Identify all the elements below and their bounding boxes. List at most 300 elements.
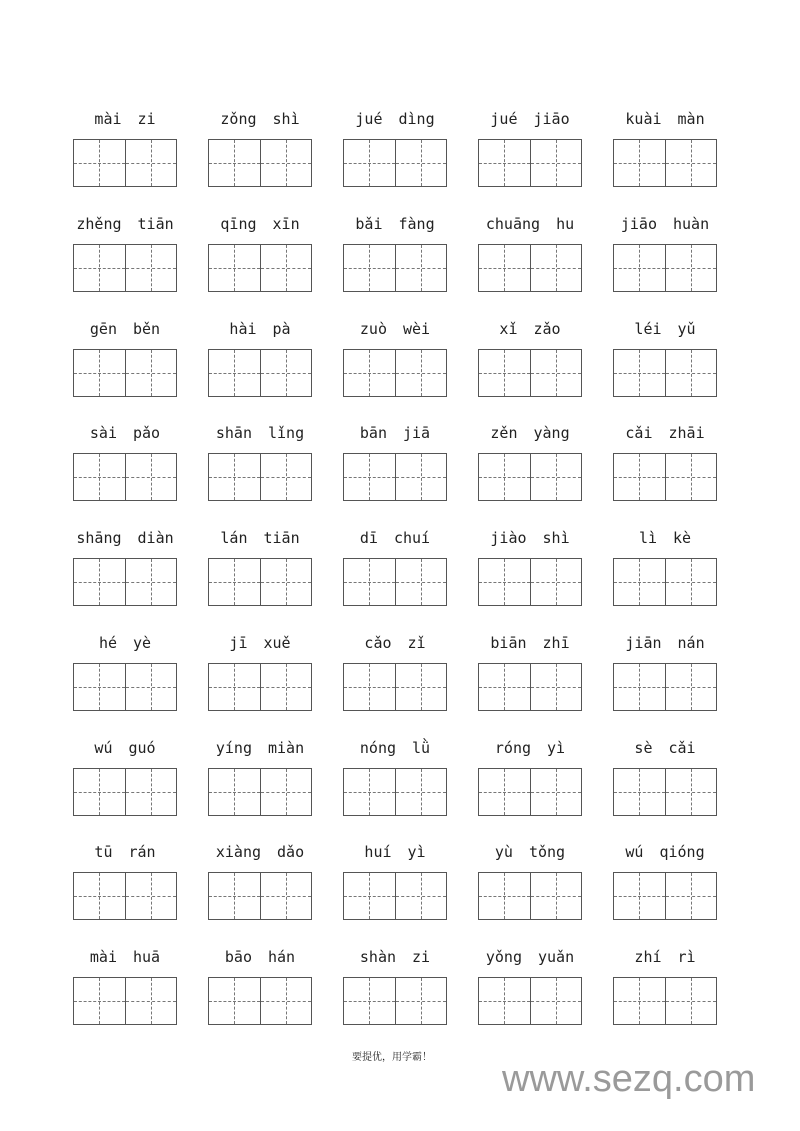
- character-square[interactable]: [344, 245, 395, 291]
- character-square[interactable]: [530, 140, 581, 186]
- character-square[interactable]: [395, 873, 446, 919]
- character-square[interactable]: [395, 350, 446, 396]
- pinyin-syllable: tū: [94, 843, 113, 861]
- tianzige-writing-box[interactable]: [73, 977, 177, 1025]
- pinyin-syllable: jué: [355, 110, 383, 128]
- character-square[interactable]: [530, 454, 581, 500]
- tianzige-writing-box[interactable]: [208, 768, 312, 816]
- word-cell: [343, 946, 447, 1026]
- character-square[interactable]: [74, 559, 125, 605]
- tianzige-writing-box[interactable]: [343, 977, 447, 1025]
- word-cell: [208, 422, 312, 502]
- tianzige-writing-box[interactable]: [73, 244, 177, 292]
- pinyin-label: [478, 318, 582, 340]
- pinyin-syllable: pǎo: [133, 424, 161, 442]
- tianzige-writing-box[interactable]: [478, 977, 582, 1025]
- word-cell: [478, 946, 582, 1026]
- word-cell: [73, 841, 177, 921]
- word-cell: [343, 318, 447, 398]
- character-square[interactable]: [209, 454, 260, 500]
- pinyin-syllable: chuāng: [485, 215, 541, 233]
- character-square[interactable]: [74, 245, 125, 291]
- pinyin-syllable: yǔ: [677, 320, 696, 338]
- pinyin-syllable: xǐ: [499, 320, 518, 338]
- pinyin-label: [478, 632, 582, 654]
- character-square[interactable]: [530, 769, 581, 815]
- tianzige-writing-box[interactable]: [343, 453, 447, 501]
- character-square[interactable]: [395, 245, 446, 291]
- word-cell: [613, 527, 717, 607]
- character-square[interactable]: [479, 559, 530, 605]
- pinyin-syllable: huàn: [673, 215, 710, 233]
- pinyin-label: [343, 318, 447, 340]
- tianzige-writing-box[interactable]: [478, 244, 582, 292]
- pinyin-syllable: běn: [133, 320, 161, 338]
- tianzige-writing-box[interactable]: [208, 977, 312, 1025]
- character-square[interactable]: [395, 559, 446, 605]
- pinyin-syllable: biān: [490, 634, 527, 652]
- character-square[interactable]: [530, 245, 581, 291]
- character-square[interactable]: [125, 769, 176, 815]
- tianzige-writing-box[interactable]: [613, 558, 717, 606]
- character-square[interactable]: [614, 140, 665, 186]
- word-cell: [613, 632, 717, 712]
- character-square[interactable]: [344, 559, 395, 605]
- tianzige-writing-box[interactable]: [478, 872, 582, 920]
- pinyin-label: [478, 422, 582, 444]
- pinyin-syllable: zi: [137, 110, 156, 128]
- pinyin-syllable: zhī: [542, 634, 570, 652]
- word-cell: [343, 737, 447, 817]
- tianzige-writing-box[interactable]: [613, 349, 717, 397]
- pinyin-syllable: yuǎn: [538, 948, 575, 966]
- word-cell: [343, 108, 447, 188]
- pinyin-label: [478, 108, 582, 130]
- pinyin-syllable: xuě: [263, 634, 291, 652]
- tianzige-writing-box[interactable]: [343, 244, 447, 292]
- pinyin-syllable: jī: [229, 634, 248, 652]
- pinyin-syllable: lǜ: [412, 739, 431, 757]
- pinyin-syllable: jiào: [490, 529, 527, 547]
- pinyin-syllable: xīn: [272, 215, 300, 233]
- word-cell: [478, 108, 582, 188]
- tianzige-writing-box[interactable]: [343, 768, 447, 816]
- word-cell: [478, 318, 582, 398]
- pinyin-syllable: zǐ: [407, 634, 426, 652]
- pinyin-label: [478, 841, 582, 863]
- pinyin-syllable: miàn: [268, 739, 305, 757]
- pinyin-syllable: yíng: [215, 739, 252, 757]
- pinyin-syllable: mài: [89, 948, 117, 966]
- pinyin-label: [73, 946, 177, 968]
- character-square[interactable]: [74, 454, 125, 500]
- tianzige-writing-box[interactable]: [208, 663, 312, 711]
- pinyin-syllable: hu: [556, 215, 575, 233]
- character-square[interactable]: [209, 350, 260, 396]
- word-cell: [613, 422, 717, 502]
- word-cell: [613, 213, 717, 293]
- character-square[interactable]: [395, 978, 446, 1024]
- word-cell: [73, 946, 177, 1026]
- pinyin-syllable: bān: [359, 424, 387, 442]
- character-square[interactable]: [479, 978, 530, 1024]
- character-square[interactable]: [209, 140, 260, 186]
- pinyin-syllable: diàn: [137, 529, 174, 547]
- character-square[interactable]: [344, 978, 395, 1024]
- tianzige-writing-box[interactable]: [478, 663, 582, 711]
- character-square[interactable]: [125, 664, 176, 710]
- pinyin-syllable: yè: [133, 634, 152, 652]
- word-cell: [613, 946, 717, 1026]
- pinyin-syllable: dìng: [398, 110, 435, 128]
- pinyin-syllable: chuí: [393, 529, 431, 547]
- pinyin-syllable: jiāo: [620, 215, 657, 233]
- character-square[interactable]: [395, 664, 446, 710]
- pinyin-label: [478, 737, 582, 759]
- character-square[interactable]: [260, 140, 311, 186]
- word-cell: [208, 213, 312, 293]
- pinyin-syllable: tǒng: [528, 843, 566, 861]
- character-square[interactable]: [614, 769, 665, 815]
- character-square[interactable]: [665, 664, 716, 710]
- character-square[interactable]: [344, 769, 395, 815]
- pinyin-syllable: yì: [407, 843, 426, 861]
- character-square[interactable]: [665, 350, 716, 396]
- character-square[interactable]: [74, 769, 125, 815]
- word-cell: [343, 422, 447, 502]
- pinyin-syllable: wèi: [403, 320, 431, 338]
- character-square[interactable]: [74, 664, 125, 710]
- tianzige-writing-box[interactable]: [73, 663, 177, 711]
- site-watermark: www.sezq.com: [502, 1058, 756, 1100]
- pinyin-syllable: yì: [547, 739, 566, 757]
- pinyin-syllable: dǎo: [277, 843, 305, 861]
- tianzige-writing-box[interactable]: [613, 453, 717, 501]
- character-square[interactable]: [614, 559, 665, 605]
- tianzige-writing-box[interactable]: [478, 453, 582, 501]
- tianzige-writing-box[interactable]: [208, 558, 312, 606]
- tianzige-writing-box[interactable]: [208, 349, 312, 397]
- word-cell: [208, 527, 312, 607]
- pinyin-syllable: hé: [98, 634, 117, 652]
- pinyin-syllable: yàng: [533, 424, 570, 442]
- pinyin-label: [73, 737, 177, 759]
- pinyin-label: [208, 527, 312, 549]
- character-square[interactable]: [344, 664, 395, 710]
- tianzige-writing-box[interactable]: [613, 872, 717, 920]
- word-cell: [73, 527, 177, 607]
- pinyin-syllable: zěn: [490, 424, 518, 442]
- pinyin-label: [208, 318, 312, 340]
- character-square[interactable]: [479, 769, 530, 815]
- character-square[interactable]: [125, 873, 176, 919]
- character-square[interactable]: [614, 978, 665, 1024]
- pinyin-syllable: zǒng: [220, 110, 257, 128]
- character-square[interactable]: [209, 664, 260, 710]
- word-cell: [73, 213, 177, 293]
- character-square[interactable]: [344, 873, 395, 919]
- pinyin-label: [613, 318, 717, 340]
- word-cell: [208, 108, 312, 188]
- character-square[interactable]: [344, 350, 395, 396]
- pinyin-syllable: zi: [412, 948, 431, 966]
- pinyin-syllable: bāo: [224, 948, 252, 966]
- pinyin-label: [613, 213, 717, 235]
- tianzige-writing-box[interactable]: [73, 872, 177, 920]
- pinyin-label: [478, 213, 582, 235]
- pinyin-syllable: zuò: [359, 320, 387, 338]
- character-square[interactable]: [125, 454, 176, 500]
- word-cell: [613, 737, 717, 817]
- character-square[interactable]: [125, 245, 176, 291]
- pinyin-syllable: jué: [490, 110, 518, 128]
- pinyin-label: [613, 632, 717, 654]
- pinyin-syllable: wú: [625, 843, 644, 861]
- character-square[interactable]: [125, 140, 176, 186]
- tianzige-writing-box[interactable]: [73, 558, 177, 606]
- pinyin-syllable: tiān: [137, 215, 174, 233]
- pinyin-label: [343, 108, 447, 130]
- character-square[interactable]: [530, 350, 581, 396]
- tianzige-writing-box[interactable]: [208, 453, 312, 501]
- character-square[interactable]: [530, 873, 581, 919]
- pinyin-label: [208, 108, 312, 130]
- tianzige-writing-box[interactable]: [343, 139, 447, 187]
- character-square[interactable]: [209, 873, 260, 919]
- pinyin-label: [208, 737, 312, 759]
- character-square[interactable]: [395, 454, 446, 500]
- character-square[interactable]: [530, 978, 581, 1024]
- character-square[interactable]: [665, 245, 716, 291]
- pinyin-syllable: shāng: [76, 529, 122, 547]
- character-square[interactable]: [344, 140, 395, 186]
- character-square[interactable]: [479, 454, 530, 500]
- character-square[interactable]: [665, 454, 716, 500]
- pinyin-syllable: qīng: [220, 215, 257, 233]
- character-square[interactable]: [74, 873, 125, 919]
- pinyin-syllable: cǎi: [668, 739, 696, 757]
- pinyin-syllable: cǎo: [364, 634, 392, 652]
- tianzige-writing-box[interactable]: [478, 139, 582, 187]
- tianzige-writing-box[interactable]: [613, 663, 717, 711]
- character-square[interactable]: [614, 350, 665, 396]
- pinyin-label: [613, 841, 717, 863]
- pinyin-syllable: qióng: [659, 843, 705, 861]
- character-square[interactable]: [260, 769, 311, 815]
- character-square[interactable]: [209, 769, 260, 815]
- word-cell: [208, 946, 312, 1026]
- tianzige-writing-box[interactable]: [73, 349, 177, 397]
- character-square[interactable]: [479, 664, 530, 710]
- tianzige-writing-box[interactable]: [208, 872, 312, 920]
- character-square[interactable]: [614, 454, 665, 500]
- character-square[interactable]: [479, 245, 530, 291]
- pinyin-syllable: nóng: [359, 739, 397, 757]
- pinyin-syllable: kè: [673, 529, 692, 547]
- character-square[interactable]: [125, 350, 176, 396]
- character-square[interactable]: [209, 978, 260, 1024]
- pinyin-label: [478, 527, 582, 549]
- pinyin-syllable: rán: [128, 843, 156, 861]
- pinyin-syllable: léi: [634, 320, 662, 338]
- pinyin-syllable: pà: [272, 320, 291, 338]
- pinyin-syllable: hài: [229, 320, 257, 338]
- pinyin-label: [343, 422, 447, 444]
- pinyin-syllable: fàng: [398, 215, 435, 233]
- word-cell: [613, 841, 717, 921]
- character-square[interactable]: [665, 978, 716, 1024]
- tianzige-writing-box[interactable]: [208, 244, 312, 292]
- character-square[interactable]: [479, 350, 530, 396]
- tianzige-writing-box[interactable]: [613, 977, 717, 1025]
- word-cell: [478, 527, 582, 607]
- character-square[interactable]: [479, 140, 530, 186]
- pinyin-label: [73, 632, 177, 654]
- pinyin-syllable: jiān: [625, 634, 662, 652]
- pinyin-label: [343, 737, 447, 759]
- pinyin-syllable: gēn: [89, 320, 117, 338]
- word-cell: [73, 318, 177, 398]
- pinyin-label: [208, 213, 312, 235]
- character-square[interactable]: [530, 559, 581, 605]
- character-square[interactable]: [260, 350, 311, 396]
- pinyin-syllable: mài: [94, 110, 122, 128]
- pinyin-label: [73, 108, 177, 130]
- tianzige-writing-box[interactable]: [73, 453, 177, 501]
- pinyin-syllable: shì: [542, 529, 570, 547]
- pinyin-label: [73, 841, 177, 863]
- word-cell: [613, 318, 717, 398]
- word-cell: [478, 737, 582, 817]
- pinyin-syllable: jiā: [403, 424, 431, 442]
- tianzige-writing-box[interactable]: [613, 139, 717, 187]
- character-square[interactable]: [125, 559, 176, 605]
- word-cell: [613, 108, 717, 188]
- pinyin-syllable: dī: [359, 529, 378, 547]
- character-square[interactable]: [665, 873, 716, 919]
- character-square[interactable]: [614, 873, 665, 919]
- pinyin-syllable: shàn: [359, 948, 397, 966]
- word-cell: [343, 213, 447, 293]
- word-cell: [208, 318, 312, 398]
- tianzige-writing-box[interactable]: [613, 768, 717, 816]
- pinyin-syllable: hán: [268, 948, 296, 966]
- tianzige-writing-box[interactable]: [478, 349, 582, 397]
- character-square[interactable]: [74, 350, 125, 396]
- character-square[interactable]: [209, 559, 260, 605]
- pinyin-syllable: zhāi: [668, 424, 705, 442]
- word-cell: [343, 632, 447, 712]
- pinyin-syllable: shān: [215, 424, 252, 442]
- pinyin-syllable: cǎi: [625, 424, 653, 442]
- pinyin-syllable: nán: [677, 634, 705, 652]
- pinyin-label: [208, 841, 312, 863]
- tianzige-writing-box[interactable]: [613, 244, 717, 292]
- pinyin-label: [613, 422, 717, 444]
- pinyin-label: [613, 108, 717, 130]
- tianzige-writing-box[interactable]: [343, 872, 447, 920]
- tianzige-writing-box[interactable]: [208, 139, 312, 187]
- pinyin-syllable: sè: [634, 739, 653, 757]
- tianzige-writing-box[interactable]: [73, 768, 177, 816]
- pinyin-label: [343, 841, 447, 863]
- word-cell: [208, 841, 312, 921]
- character-square[interactable]: [395, 769, 446, 815]
- pinyin-syllable: kuài: [625, 110, 662, 128]
- pinyin-syllable: róng: [494, 739, 532, 757]
- word-cell: [343, 841, 447, 921]
- word-cell: [73, 737, 177, 817]
- pinyin-syllable: jiāo: [533, 110, 570, 128]
- pinyin-syllable: zǎo: [533, 320, 561, 338]
- pinyin-syllable: zhí: [634, 948, 662, 966]
- word-cell: [478, 213, 582, 293]
- character-square[interactable]: [260, 454, 311, 500]
- tianzige-writing-box[interactable]: [478, 558, 582, 606]
- pinyin-syllable: huí: [364, 843, 392, 861]
- pinyin-syllable: yǒng: [485, 948, 522, 966]
- pinyin-syllable: yù: [494, 843, 513, 861]
- character-square[interactable]: [344, 454, 395, 500]
- character-square[interactable]: [260, 559, 311, 605]
- pinyin-label: [208, 632, 312, 654]
- pinyin-label: [478, 946, 582, 968]
- pinyin-label: [73, 527, 177, 549]
- character-square[interactable]: [665, 559, 716, 605]
- pinyin-syllable: xiàng: [215, 843, 262, 861]
- character-square[interactable]: [479, 873, 530, 919]
- tianzige-writing-box[interactable]: [343, 349, 447, 397]
- word-cell: [73, 108, 177, 188]
- character-square[interactable]: [125, 978, 176, 1024]
- character-square[interactable]: [614, 245, 665, 291]
- character-square[interactable]: [260, 664, 311, 710]
- pinyin-syllable: lì: [638, 529, 657, 547]
- tianzige-writing-box[interactable]: [478, 768, 582, 816]
- character-square[interactable]: [395, 140, 446, 186]
- character-square[interactable]: [74, 140, 125, 186]
- pinyin-label: [208, 946, 312, 968]
- pinyin-syllable: huā: [133, 948, 161, 966]
- word-cell: [478, 841, 582, 921]
- tianzige-writing-box[interactable]: [73, 139, 177, 187]
- character-square[interactable]: [260, 245, 311, 291]
- tianzige-writing-box[interactable]: [343, 558, 447, 606]
- pinyin-syllable: zhěng: [76, 215, 122, 233]
- pinyin-syllable: wú: [94, 739, 113, 757]
- pinyin-label: [343, 213, 447, 235]
- word-cell: [478, 422, 582, 502]
- pinyin-label: [343, 527, 447, 549]
- character-square[interactable]: [260, 978, 311, 1024]
- character-square[interactable]: [614, 664, 665, 710]
- word-cell: [73, 632, 177, 712]
- character-square[interactable]: [665, 769, 716, 815]
- character-square[interactable]: [530, 664, 581, 710]
- footer-slogan: 要提优，用学霸！: [352, 1052, 432, 1063]
- pinyin-label: [73, 213, 177, 235]
- pinyin-label: [73, 422, 177, 444]
- character-square[interactable]: [74, 978, 125, 1024]
- character-square[interactable]: [209, 245, 260, 291]
- character-square[interactable]: [665, 140, 716, 186]
- pinyin-syllable: guó: [128, 739, 156, 757]
- pinyin-label: [343, 946, 447, 968]
- character-square[interactable]: [260, 873, 311, 919]
- tianzige-writing-box[interactable]: [343, 663, 447, 711]
- pinyin-label: [613, 946, 717, 968]
- word-cell: [208, 737, 312, 817]
